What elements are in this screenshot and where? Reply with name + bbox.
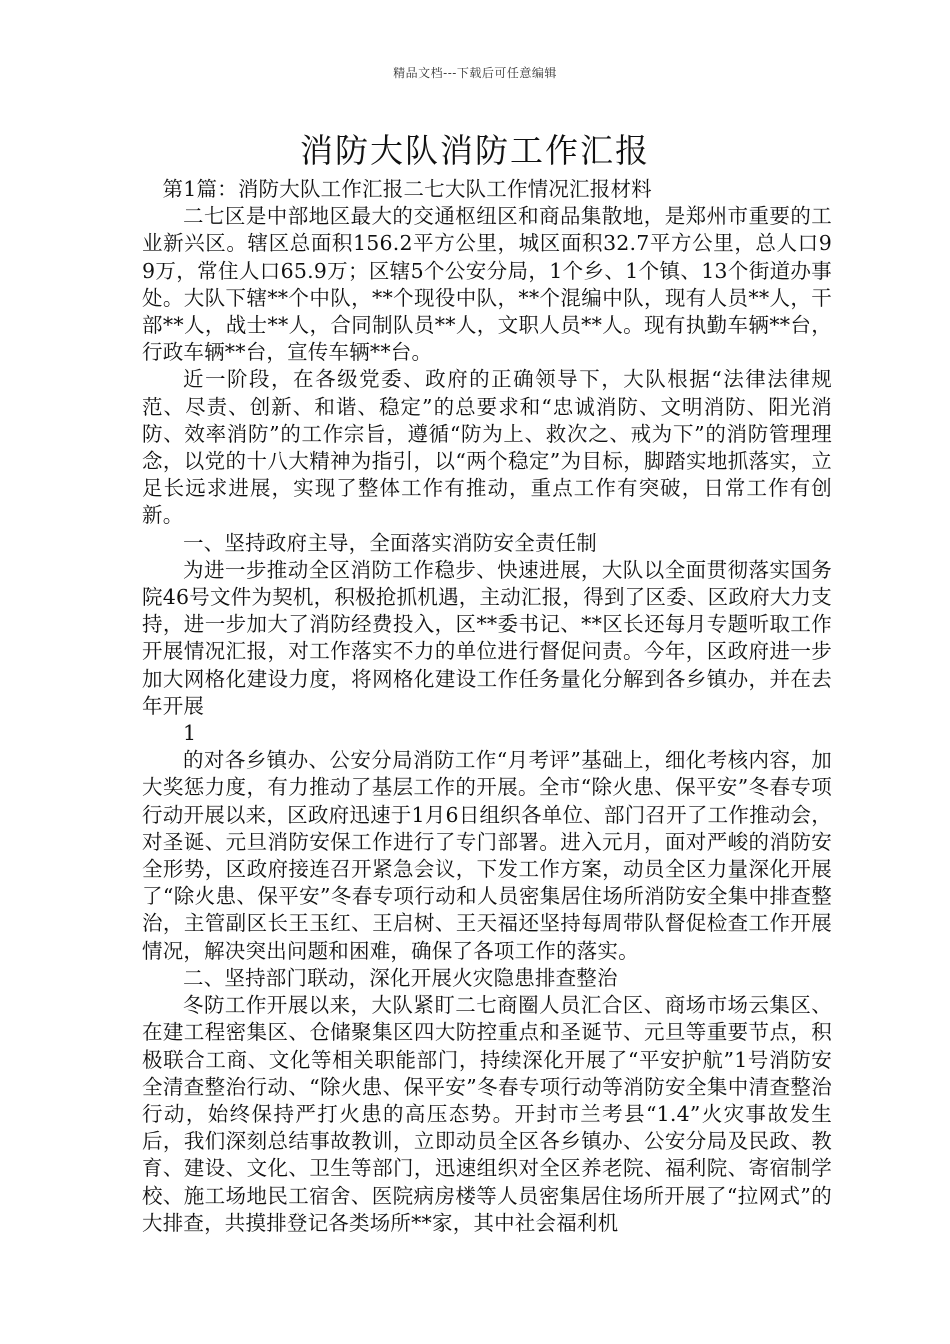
paragraph-section-1: 为进一步推动全区消防工作稳步、快速进展，大队以全面贯彻落实国务院46号文件为契机，积极抢抓机遇，主动汇报，得到了区委、区政府大力支持，进一步加大了消防经费投入，区**委书记、**区长还每月专题听取工作开展情况汇报，对工作落实不力的单位进行督促问责。今年，区政府进一步加大网格化建设力度，将网格化建设工作任务量化分解到各乡镇办，并在去年开展 <box>142 557 832 718</box>
paragraph-intro: 二七区是中部地区最大的交通枢纽区和商品集散地，是郑州市重要的工业新兴区。辖区总面积156.2平方公里，城区面积32.7平方公里，总人口99万，常住人口65.9万；区辖5个公安分局，1个乡、1个镇、13个街道办事处。大队下辖**个中队，**个现役中队，**个混编中队，现有人员**人，干部**人，战士**人，合同制队员**人，文职人员**人。现有执勤车辆**台，行政车辆**台，宣传车辆**台。 <box>142 204 832 365</box>
page-number: 1 <box>183 721 197 746</box>
section-heading-1: 一、坚持政府主导，全面落实消防安全责任制 <box>183 530 597 555</box>
document-title: 消防大队消防工作汇报 <box>300 131 650 170</box>
paragraph-section-1-cont: 的对各乡镇办、公安分局消防工作“月考评”基础上，细化考核内容，加大奖惩力度，有力推动了基层工作的开展。全市“除火患、保平安”冬春专项行动开展以来，区政府迅速于1月6日组织各单位、部门召开了工作推动会，对圣诞、元旦消防安保工作进行了专门部署。进入元月，面对严峻的消防安全形势，区政府接连召开紧急会议，下发工作方案，动员全区力量深化开展了“除火患、保平安”冬春专项行动和人员密集居住场所消防安全集中排查整治，主管副区长王玉红、王启树、王天福还坚持每周带队督促检查工作开展情况，解决突出问题和困难，确保了各项工作的落实。 <box>142 748 832 963</box>
section-heading-2: 二、坚持部门联动，深化开展火灾隐患排查整治 <box>183 965 618 990</box>
paragraph-overview: 近一阶段，在各级党委、政府的正确领导下，大队根据“法律法律规范、尽责、创新、和谐、稳定”的总要求和“忠诚消防、文明消防、阳光消防、效率消防”的工作宗旨，遵循“防为上、救次之、戒为下”的消防管理理念，以党的十八大精神为指引，以“两个稳定”为目标，脚踏实地抓落实，立足长远求进展，实现了整体工作有推动，重点工作有突破，日常工作有创新。 <box>142 367 832 528</box>
document-body <box>142 176 832 1237</box>
document-subtitle: 第1篇：消防大队工作汇报二七大队工作情况汇报材料 <box>162 177 652 201</box>
header-note: 精品文档---下载后可任意编辑 <box>393 66 557 80</box>
paragraph-section-2: 冬防工作开展以来，大队紧盯二七商圈人员汇合区、商场市场云集区、在建工程密集区、仓储聚集区四大防控重点和圣诞节、元旦等重要节点，积极联合工商、文化等相关职能部门，持续深化开展了“平安护航”1号消防安全清查整治行动、“除火患、保平安”冬春专项行动等消防安全集中清查整治行动，始终保持严打火患的高压态势。开封市兰考县“1.4”火灾事故发生后，我们深刻总结事故教训，立即动员全区各乡镇办、公安分局及民政、教育、建设、文化、卫生等部门，迅速组织对全区养老院、福利院、寄宿制学校、施工场地民工宿舍、医院病房楼等人员密集居住场所开展了“拉网式”的大排查，共摸排登记各类场所**家，其中社会福利机 <box>142 993 832 1235</box>
